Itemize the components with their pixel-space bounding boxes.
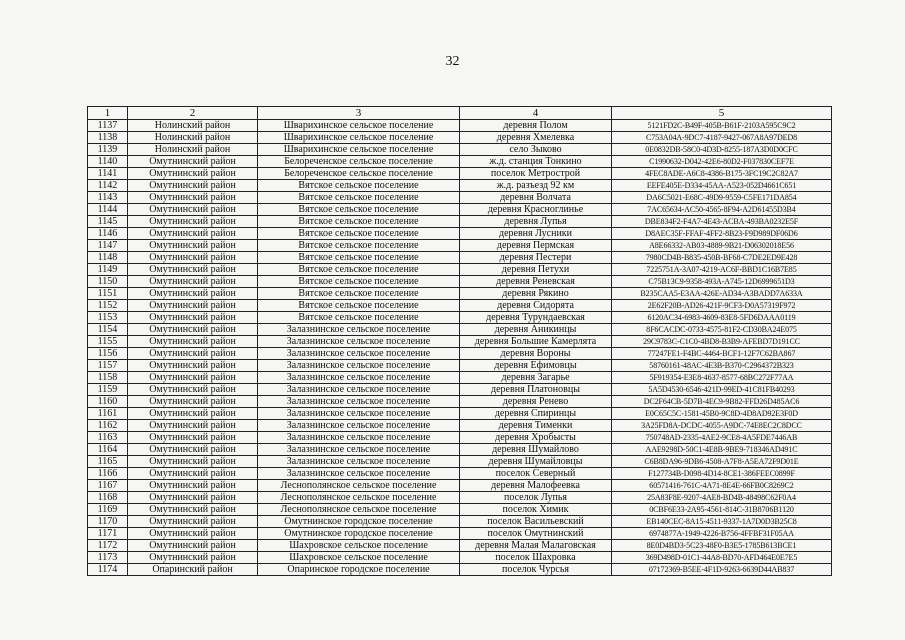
row-number: 1143	[88, 192, 128, 204]
settlement-cell: Залазнинское сельское поселение	[258, 360, 460, 372]
locality-cell: деревня Ефимовцы	[460, 360, 612, 372]
district-cell: Омутнинский район	[128, 312, 258, 324]
guid-cell: 5F919354-E3E8-4637-8577-68BC272F77AA	[612, 372, 832, 384]
table-row	[88, 384, 832, 396]
row-number: 1147	[88, 240, 128, 252]
table-row	[88, 492, 832, 504]
guid-cell: AAE9298D-50C1-4E8B-9BE9-718346AD491C	[612, 444, 832, 456]
district-cell: Омутнинский район	[128, 336, 258, 348]
row-number: 1144	[88, 204, 128, 216]
settlement-cell: Леснополянское сельское поселение	[258, 504, 460, 516]
settlement-cell: Вятское сельское поселение	[258, 240, 460, 252]
guid-cell: 29C9783C-C1C0-4BD8-B3B9-AFEBD7D191CC	[612, 336, 832, 348]
guid-cell: 8F6CACDC-0733-4575-81F2-CD30BA24E075	[612, 324, 832, 336]
locality-cell: деревня Полом	[460, 120, 612, 132]
table-row	[88, 300, 832, 312]
row-number: 1146	[88, 228, 128, 240]
row-number: 1160	[88, 396, 128, 408]
guid-cell: DC2F64CB-5D7B-4EC9-9B82-FFD26D485AC6	[612, 396, 832, 408]
locality-cell: поселок Метрострой	[460, 168, 612, 180]
guid-cell: 60571416-761C-4A71-8E4E-66FB0C8269C2	[612, 480, 832, 492]
locality-cell: поселок Северный	[460, 468, 612, 480]
district-cell: Омутнинский район	[128, 540, 258, 552]
guid-cell: 6120AC34-6983-4609-83E8-5FD6DAAA0119	[612, 312, 832, 324]
table-row	[88, 456, 832, 468]
table-row	[88, 168, 832, 180]
guid-cell: EB140CEC-8A15-4511-9337-1A7D0D3B25C8	[612, 516, 832, 528]
district-cell: Омутнинский район	[128, 408, 258, 420]
settlement-cell: Белореченское сельское поселение	[258, 168, 460, 180]
guid-cell: EEFE405E-D334-45AA-A523-052D4661C651	[612, 180, 832, 192]
locality-cell: деревня Вороны	[460, 348, 612, 360]
row-number: 1165	[88, 456, 128, 468]
settlement-cell: Леснополянское сельское поселение	[258, 480, 460, 492]
settlement-cell: Залазнинское сельское поселение	[258, 408, 460, 420]
guid-cell: DA6C5021-E68C-49D9-9559-C5FE171DA854	[612, 192, 832, 204]
guid-cell: 369D498D-01C1-44A8-BD70-AFD464E0E7E5	[612, 552, 832, 564]
locality-cell: деревня Красноглинье	[460, 204, 612, 216]
row-number: 1155	[88, 336, 128, 348]
locality-cell: деревня Ренево	[460, 396, 612, 408]
district-cell: Омутнинский район	[128, 468, 258, 480]
district-cell: Омутнинский район	[128, 216, 258, 228]
settlement-cell: Омутнинское городское поселение	[258, 528, 460, 540]
locality-cell: поселок Химик	[460, 504, 612, 516]
row-number: 1167	[88, 480, 128, 492]
table-body	[88, 120, 832, 576]
district-cell: Омутнинский район	[128, 372, 258, 384]
table-row	[88, 480, 832, 492]
table-row	[88, 324, 832, 336]
district-cell: Омутнинский район	[128, 240, 258, 252]
table-row	[88, 516, 832, 528]
settlement-cell: Вятское сельское поселение	[258, 264, 460, 276]
row-number: 1161	[88, 408, 128, 420]
table-row	[88, 372, 832, 384]
settlement-cell: Леснополянское сельское поселение	[258, 492, 460, 504]
district-cell: Омутнинский район	[128, 516, 258, 528]
district-cell: Омутнинский район	[128, 480, 258, 492]
locality-cell: деревня Малая Малаговская	[460, 540, 612, 552]
district-cell: Омутнинский район	[128, 264, 258, 276]
settlement-cell: Залазнинское сельское поселение	[258, 444, 460, 456]
settlements-table	[87, 106, 832, 576]
locality-cell: деревня Турундаевская	[460, 312, 612, 324]
column-header: 5	[612, 107, 832, 120]
column-header: 2	[128, 107, 258, 120]
row-number: 1174	[88, 564, 128, 576]
table-row	[88, 348, 832, 360]
table-row	[88, 396, 832, 408]
guid-cell: F127734B-D098-4D14-8CE1-386FEEC0899F	[612, 468, 832, 480]
row-number: 1163	[88, 432, 128, 444]
settlement-cell: Белореченское сельское поселение	[258, 156, 460, 168]
district-cell: Омутнинский район	[128, 288, 258, 300]
district-cell: Омутнинский район	[128, 156, 258, 168]
guid-cell: DBE834F2-F4A7-4E43-ACBA-493BA0232E5F	[612, 216, 832, 228]
settlement-cell: Залазнинское сельское поселение	[258, 468, 460, 480]
district-cell: Омутнинский район	[128, 492, 258, 504]
guid-cell: E0C65C5C-1581-45B0-9C8D-4D8AD92E3F0D	[612, 408, 832, 420]
row-number: 1171	[88, 528, 128, 540]
column-header: 4	[460, 107, 612, 120]
row-number: 1140	[88, 156, 128, 168]
locality-cell: деревня Большие Камерлята	[460, 336, 612, 348]
table-row	[88, 552, 832, 564]
table-row	[88, 216, 832, 228]
settlement-cell: Шахровское сельское поселение	[258, 540, 460, 552]
guid-cell: 0E0832DB-58C0-4D3D-8255-187A3D0D0CFC	[612, 144, 832, 156]
table-row	[88, 144, 832, 156]
settlement-cell: Залазнинское сельское поселение	[258, 324, 460, 336]
guid-cell: A8E66332-AB03-4889-9B21-D06302018E56	[612, 240, 832, 252]
locality-cell: деревня Шумайлово	[460, 444, 612, 456]
table-row	[88, 120, 832, 132]
guid-cell: 2E62F20B-AD26-421F-9CF3-D0A57319F972	[612, 300, 832, 312]
row-number: 1152	[88, 300, 128, 312]
guid-cell: 8E0D4BD3-5C23-48F0-B3E5-1785B613BCE1	[612, 540, 832, 552]
locality-cell: деревня Шумайловцы	[460, 456, 612, 468]
table-row	[88, 156, 832, 168]
settlement-cell: Залазнинское сельское поселение	[258, 420, 460, 432]
district-cell: Омутнинский район	[128, 204, 258, 216]
row-number: 1158	[88, 372, 128, 384]
district-cell: Нолинский район	[128, 132, 258, 144]
district-cell: Омутнинский район	[128, 228, 258, 240]
guid-cell: 5121FD2C-B49F-405B-B61F-2103A595C9C2	[612, 120, 832, 132]
locality-cell: деревня Пермская	[460, 240, 612, 252]
guid-cell: C1990632-D042-42E6-80D2-F037830CEF7E	[612, 156, 832, 168]
settlement-cell: Вятское сельское поселение	[258, 312, 460, 324]
table-row	[88, 360, 832, 372]
district-cell: Омутнинский район	[128, 300, 258, 312]
guid-cell: 0CBF6E33-2A95-4561-814C-31B8706B1120	[612, 504, 832, 516]
row-number: 1145	[88, 216, 128, 228]
locality-cell: ж.д. разъезд 92 км	[460, 180, 612, 192]
settlement-cell: Вятское сельское поселение	[258, 180, 460, 192]
row-number: 1166	[88, 468, 128, 480]
locality-cell: деревня Петухи	[460, 264, 612, 276]
settlement-cell: Залазнинское сельское поселение	[258, 432, 460, 444]
table-row	[88, 504, 832, 516]
guid-cell: 07172369-B5EE-4F1D-9263-6639D44AB837	[612, 564, 832, 576]
column-header: 1	[88, 107, 128, 120]
guid-cell: 7980CD4B-B835-450B-BF68-C7DE2ED9E428	[612, 252, 832, 264]
row-number: 1137	[88, 120, 128, 132]
row-number: 1164	[88, 444, 128, 456]
table-row	[88, 408, 832, 420]
locality-cell: деревня Лупья	[460, 216, 612, 228]
row-number: 1151	[88, 288, 128, 300]
locality-cell: ж.д. станция Тонкино	[460, 156, 612, 168]
guid-cell: 7225751A-3A07-4219-AC6F-BBD1C16B7E85	[612, 264, 832, 276]
table-row	[88, 276, 832, 288]
page-number: 32	[445, 54, 460, 69]
locality-cell: деревня Аникинцы	[460, 324, 612, 336]
locality-cell: поселок Омутнинский	[460, 528, 612, 540]
settlement-cell: Вятское сельское поселение	[258, 276, 460, 288]
district-cell: Омутнинский район	[128, 252, 258, 264]
table-row	[88, 432, 832, 444]
locality-cell: деревня Спиринцы	[460, 408, 612, 420]
district-cell: Опаринский район	[128, 564, 258, 576]
district-cell: Омутнинский район	[128, 432, 258, 444]
settlement-cell: Вятское сельское поселение	[258, 204, 460, 216]
table-header-row	[88, 107, 832, 120]
settlement-cell: Шахровское сельское поселение	[258, 552, 460, 564]
row-number: 1157	[88, 360, 128, 372]
row-number: 1153	[88, 312, 128, 324]
table-row	[88, 288, 832, 300]
settlement-cell: Шварихинское сельское поселение	[258, 144, 460, 156]
table-row	[88, 252, 832, 264]
guid-cell: 25A83F8E-9207-4AE8-BD4B-48498C62F0A4	[612, 492, 832, 504]
district-cell: Омутнинский район	[128, 324, 258, 336]
row-number: 1156	[88, 348, 128, 360]
guid-cell: 77247FE1-F4BC-4464-BCF1-12F7C62BA867	[612, 348, 832, 360]
settlement-cell: Залазнинское сельское поселение	[258, 396, 460, 408]
table-row	[88, 240, 832, 252]
settlement-cell: Шварихинское сельское поселение	[258, 132, 460, 144]
locality-cell: деревня Лусники	[460, 228, 612, 240]
guid-cell: C75B13C9-9358-493A-A745-12D6999651D3	[612, 276, 832, 288]
guid-cell: 5A5D4530-6546-421D-99ED-41C81FB40293	[612, 384, 832, 396]
table-row	[88, 180, 832, 192]
guid-cell: 750748AD-2335-4AE2-9CE8-4A5FDE7446AB	[612, 432, 832, 444]
table-row	[88, 564, 832, 576]
district-cell: Омутнинский район	[128, 396, 258, 408]
table-row	[88, 132, 832, 144]
settlement-cell: Залазнинское сельское поселение	[258, 372, 460, 384]
row-number: 1148	[88, 252, 128, 264]
district-cell: Омутнинский район	[128, 168, 258, 180]
district-cell: Омутнинский район	[128, 420, 258, 432]
guid-cell: B235CAA5-E3AA-426E-AD34-A3BADD7A633A	[612, 288, 832, 300]
row-number: 1149	[88, 264, 128, 276]
table-row	[88, 192, 832, 204]
locality-cell: поселок Шахровка	[460, 552, 612, 564]
locality-cell: село Зыково	[460, 144, 612, 156]
locality-cell: деревня Платоновцы	[460, 384, 612, 396]
row-number: 1162	[88, 420, 128, 432]
guid-cell: 58760161-48AC-4E3B-B370-C2964372B323	[612, 360, 832, 372]
row-number: 1173	[88, 552, 128, 564]
row-number: 1150	[88, 276, 128, 288]
guid-cell: 4FEC8ADE-A6C8-4386-B175-3FC19C2C82A7	[612, 168, 832, 180]
district-cell: Омутнинский район	[128, 348, 258, 360]
table-row	[88, 444, 832, 456]
guid-cell: C6B8DA96-9DB6-4508-A7F8-A5EA72F9D01E	[612, 456, 832, 468]
settlement-cell: Омутнинское городское поселение	[258, 516, 460, 528]
district-cell: Омутнинский район	[128, 552, 258, 564]
row-number: 1172	[88, 540, 128, 552]
settlement-cell: Шварихинское сельское поселение	[258, 120, 460, 132]
district-cell: Омутнинский район	[128, 180, 258, 192]
row-number: 1139	[88, 144, 128, 156]
settlement-cell: Залазнинское сельское поселение	[258, 456, 460, 468]
table-row	[88, 336, 832, 348]
locality-cell: поселок Лупья	[460, 492, 612, 504]
settlement-cell: Вятское сельское поселение	[258, 192, 460, 204]
row-number: 1168	[88, 492, 128, 504]
district-cell: Омутнинский район	[128, 276, 258, 288]
row-number: 1169	[88, 504, 128, 516]
locality-cell: поселок Чурсья	[460, 564, 612, 576]
district-cell: Омутнинский район	[128, 528, 258, 540]
locality-cell: деревня Малофеевка	[460, 480, 612, 492]
district-cell: Омутнинский район	[128, 444, 258, 456]
table-row	[88, 204, 832, 216]
guid-cell: C753A04A-9DC7-4187-9427-067A8A97DED8	[612, 132, 832, 144]
table-row	[88, 228, 832, 240]
district-cell: Нолинский район	[128, 120, 258, 132]
table-row	[88, 264, 832, 276]
settlement-cell: Вятское сельское поселение	[258, 288, 460, 300]
row-number: 1154	[88, 324, 128, 336]
settlement-cell: Вятское сельское поселение	[258, 252, 460, 264]
settlement-cell: Вятское сельское поселение	[258, 228, 460, 240]
guid-cell: 6974877A-1949-4226-B756-4FFBF31F05AA	[612, 528, 832, 540]
district-cell: Омутнинский район	[128, 360, 258, 372]
locality-cell: деревня Сидорята	[460, 300, 612, 312]
settlement-cell: Залазнинское сельское поселение	[258, 336, 460, 348]
column-header: 3	[258, 107, 460, 120]
district-cell: Нолинский район	[128, 144, 258, 156]
locality-cell: деревня Волчата	[460, 192, 612, 204]
settlement-cell: Залазнинское сельское поселение	[258, 348, 460, 360]
settlement-cell: Вятское сельское поселение	[258, 216, 460, 228]
locality-cell: деревня Загарье	[460, 372, 612, 384]
row-number: 1141	[88, 168, 128, 180]
table-row	[88, 312, 832, 324]
guid-cell: 3A25FD8A-DCDC-4055-A9DC-74E8EC2C8DCC	[612, 420, 832, 432]
locality-cell: поселок Васильевский	[460, 516, 612, 528]
district-cell: Омутнинский район	[128, 384, 258, 396]
table-row	[88, 420, 832, 432]
locality-cell: деревня Реневская	[460, 276, 612, 288]
settlement-cell: Опаринское городское поселение	[258, 564, 460, 576]
district-cell: Омутнинский район	[128, 456, 258, 468]
guid-cell: 7AC65634-AC50-4565-8F94-A2D61455D3B4	[612, 204, 832, 216]
locality-cell: деревня Тименки	[460, 420, 612, 432]
locality-cell: деревня Пестери	[460, 252, 612, 264]
district-cell: Омутнинский район	[128, 192, 258, 204]
locality-cell: деревня Хробысты	[460, 432, 612, 444]
row-number: 1138	[88, 132, 128, 144]
locality-cell: деревня Рякино	[460, 288, 612, 300]
row-number: 1170	[88, 516, 128, 528]
settlement-cell: Вятское сельское поселение	[258, 300, 460, 312]
table-row	[88, 528, 832, 540]
table-row	[88, 540, 832, 552]
district-cell: Омутнинский район	[128, 504, 258, 516]
row-number: 1159	[88, 384, 128, 396]
locality-cell: деревня Хмелевка	[460, 132, 612, 144]
settlement-cell: Залазнинское сельское поселение	[258, 384, 460, 396]
guid-cell: D8AEC35F-FFAF-4FF2-8B23-F9D989DF06D6	[612, 228, 832, 240]
table-row	[88, 468, 832, 480]
row-number: 1142	[88, 180, 128, 192]
